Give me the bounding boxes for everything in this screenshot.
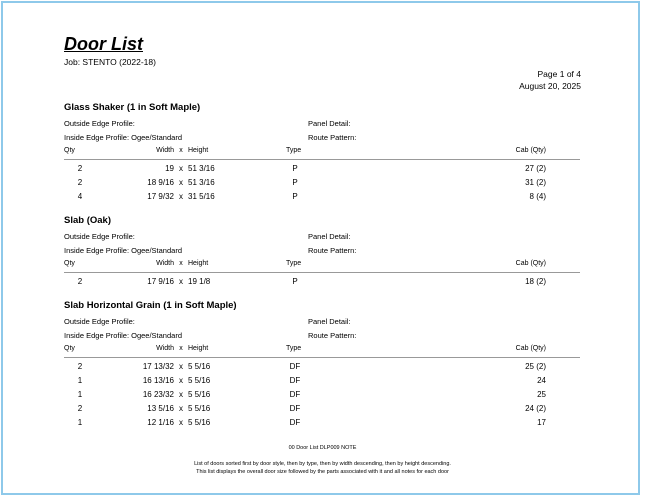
cell-x: x bbox=[179, 390, 183, 399]
col-x-header: x bbox=[179, 147, 183, 154]
cell-width: 16 23/32 bbox=[142, 390, 174, 399]
cell-cab: 31 (2) bbox=[525, 178, 546, 187]
cell-qty: 4 bbox=[77, 192, 83, 201]
table-row bbox=[64, 376, 580, 390]
cell-cab: 27 (2) bbox=[525, 164, 546, 173]
col-type-header: Type bbox=[286, 260, 302, 267]
col-qty-header: Qty bbox=[64, 147, 75, 154]
cell-width: 17 13/32 bbox=[142, 362, 174, 371]
cell-type: DF bbox=[289, 376, 301, 385]
cell-width: 19 bbox=[165, 164, 174, 173]
cell-cab: 25 (2) bbox=[525, 362, 546, 371]
cell-width: 12 1/16 bbox=[147, 418, 174, 427]
cell-height: 31 5/16 bbox=[188, 192, 215, 201]
route-pattern-label: Route Pattern: bbox=[308, 331, 357, 340]
col-width-header: Width bbox=[156, 345, 174, 352]
col-type-header: Type bbox=[286, 345, 302, 352]
table-row bbox=[64, 404, 580, 418]
cell-cab: 8 (4) bbox=[529, 192, 546, 201]
outside-edge-label: Outside Edge Profile: bbox=[64, 317, 135, 326]
cell-x: x bbox=[179, 404, 183, 413]
table-row bbox=[64, 164, 580, 178]
cell-x: x bbox=[179, 277, 183, 286]
cell-type: DF bbox=[289, 390, 301, 399]
cell-qty: 1 bbox=[77, 418, 83, 427]
col-height-header: Height bbox=[188, 345, 209, 352]
section-title: Slab Horizontal Grain (1 in Soft Maple) bbox=[64, 300, 237, 311]
cell-width: 16 13/16 bbox=[142, 376, 174, 385]
inside-edge-label: Inside Edge Profile: Ogee/Standard bbox=[64, 331, 182, 340]
cell-height: 51 3/16 bbox=[188, 164, 215, 173]
table-row bbox=[64, 192, 580, 206]
cell-x: x bbox=[179, 362, 183, 371]
report-date: August 20, 2025 bbox=[519, 81, 581, 91]
col-width-header: Width bbox=[156, 260, 174, 267]
col-cab-header: Cab (Qty) bbox=[515, 345, 546, 352]
header-divider bbox=[64, 357, 580, 358]
cell-qty: 2 bbox=[77, 164, 83, 173]
cell-type: P bbox=[292, 192, 298, 201]
section-slab-oak bbox=[64, 215, 580, 295]
col-height-header: Height bbox=[188, 147, 209, 154]
cell-type: P bbox=[292, 164, 298, 173]
cell-cab: 18 (2) bbox=[525, 277, 546, 286]
header-divider bbox=[64, 159, 580, 160]
table-row bbox=[64, 418, 580, 432]
cell-x: x bbox=[179, 192, 183, 201]
cell-x: x bbox=[179, 418, 183, 427]
table-row bbox=[64, 178, 580, 192]
job-label: Job: STENTO (2022-18) bbox=[64, 57, 156, 67]
cell-height: 5 5/16 bbox=[188, 362, 211, 371]
outside-edge-label: Outside Edge Profile: bbox=[64, 119, 135, 128]
cell-qty: 2 bbox=[77, 404, 83, 413]
cell-qty: 1 bbox=[77, 390, 83, 399]
header-divider bbox=[64, 272, 580, 273]
col-qty-header: Qty bbox=[64, 260, 75, 267]
cell-width: 13 5/16 bbox=[147, 404, 174, 413]
cell-cab: 17 bbox=[537, 418, 546, 427]
outside-edge-label: Outside Edge Profile: bbox=[64, 232, 135, 241]
section-title: Slab (Oak) bbox=[64, 215, 111, 226]
page-number: Page 1 of 4 bbox=[537, 69, 581, 79]
footer-note-line2: This list displays the overall door size followed by the parts associated with it and all notes for each door bbox=[196, 469, 449, 475]
cell-height: 5 5/16 bbox=[188, 418, 211, 427]
cell-height: 19 1/8 bbox=[188, 277, 211, 286]
col-cab-header: Cab (Qty) bbox=[515, 260, 546, 267]
route-pattern-label: Route Pattern: bbox=[308, 133, 357, 142]
cell-qty: 2 bbox=[77, 362, 83, 371]
report-title: Door List bbox=[64, 34, 143, 54]
cell-width: 17 9/32 bbox=[147, 192, 174, 201]
cell-cab: 25 bbox=[537, 390, 546, 399]
col-x-header: x bbox=[179, 260, 183, 267]
table-row bbox=[64, 277, 580, 291]
cell-x: x bbox=[179, 376, 183, 385]
cell-qty: 1 bbox=[77, 376, 83, 385]
cell-type: DF bbox=[289, 404, 301, 413]
cell-width: 17 9/16 bbox=[147, 277, 174, 286]
panel-detail-label: Panel Detail: bbox=[308, 119, 351, 128]
cell-height: 5 5/16 bbox=[188, 404, 211, 413]
cell-type: DF bbox=[289, 362, 301, 371]
panel-detail-label: Panel Detail: bbox=[308, 317, 351, 326]
cell-cab: 24 (2) bbox=[525, 404, 546, 413]
cell-cab: 24 bbox=[537, 376, 546, 385]
cell-x: x bbox=[179, 178, 183, 187]
footer-note-line1: List of doors sorted first by door style, then by type, then by width descending, then by height descending. bbox=[194, 461, 451, 467]
col-x-header: x bbox=[179, 345, 183, 352]
cell-x: x bbox=[179, 164, 183, 173]
cell-qty: 2 bbox=[77, 178, 83, 187]
cell-type: P bbox=[292, 277, 298, 286]
table-row bbox=[64, 362, 580, 376]
cell-width: 18 9/16 bbox=[147, 178, 174, 187]
cell-type: DF bbox=[289, 418, 301, 427]
cell-height: 51 3/16 bbox=[188, 178, 215, 187]
col-cab-header: Cab (Qty) bbox=[515, 147, 546, 154]
col-width-header: Width bbox=[156, 147, 174, 154]
col-height-header: Height bbox=[188, 260, 209, 267]
inside-edge-label: Inside Edge Profile: Ogee/Standard bbox=[64, 133, 182, 142]
section-glass-shaker bbox=[64, 102, 580, 212]
inside-edge-label: Inside Edge Profile: Ogee/Standard bbox=[64, 246, 182, 255]
cell-height: 5 5/16 bbox=[188, 390, 211, 399]
panel-detail-label: Panel Detail: bbox=[308, 232, 351, 241]
cell-height: 5 5/16 bbox=[188, 376, 211, 385]
section-slab-horizontal-grain bbox=[64, 300, 580, 440]
footer-code: 00 Door List DLP009 NOTE bbox=[288, 445, 357, 451]
route-pattern-label: Route Pattern: bbox=[308, 246, 357, 255]
section-title: Glass Shaker (1 in Soft Maple) bbox=[64, 102, 201, 113]
col-type-header: Type bbox=[286, 147, 302, 154]
col-qty-header: Qty bbox=[64, 345, 75, 352]
cell-qty: 2 bbox=[77, 277, 83, 286]
cell-type: P bbox=[292, 178, 298, 187]
table-row bbox=[64, 390, 580, 404]
